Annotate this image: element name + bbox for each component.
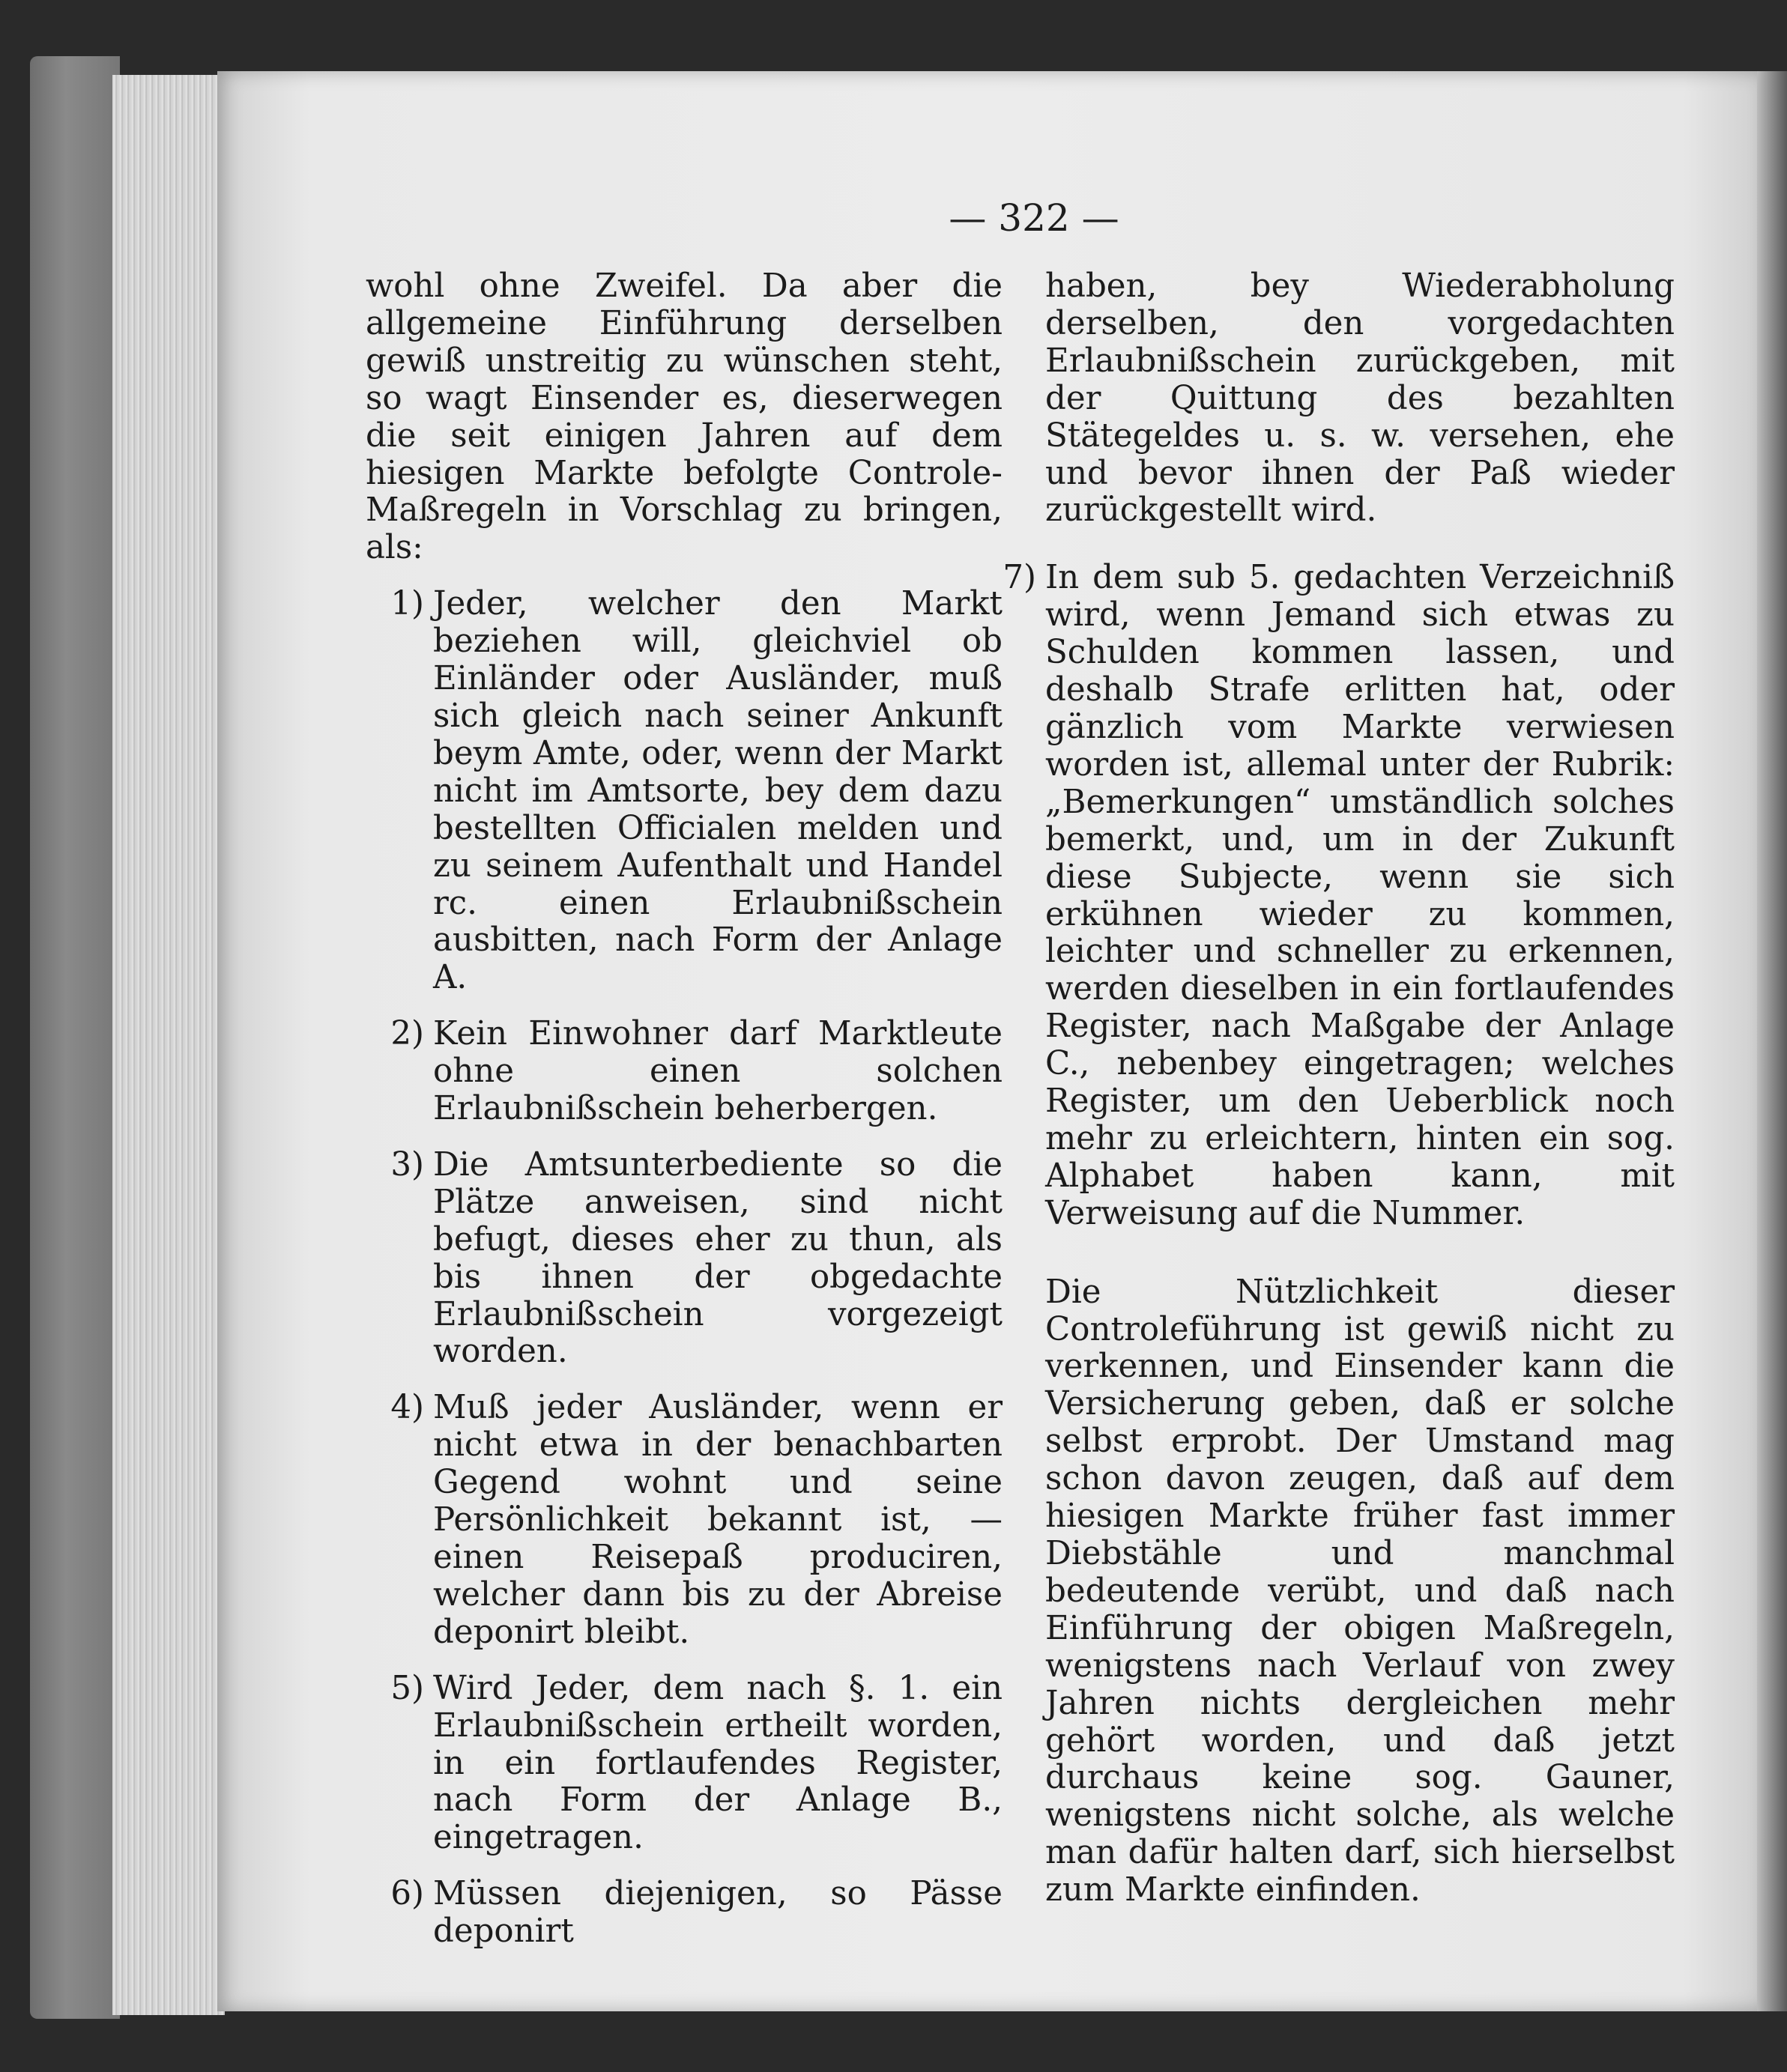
page-number-header: — 322 —	[949, 196, 1119, 240]
item-number: 2)	[390, 1015, 424, 1053]
item-text: Wird Jeder, dem nach §. 1. ein Erlaubnißschein ertheilt worden, in ein fortlaufendes Register, nach Form der Anlage B., eingetragen.	[433, 1669, 1003, 1857]
facing-page-edge	[1757, 71, 1787, 2011]
list-item	[366, 1390, 1003, 1651]
item-number: 7)	[1003, 559, 1036, 597]
continuation-paragraph: haben, bey Wiederabholung derselben, den vorgedachten Erlaubnißschein zurückgeben, mit der Quittung des bezahlten Stätegeldes u. s. w. versehen, ehe und bevor ihnen der Paß wieder zurückgestellt wird.	[1045, 267, 1675, 530]
item-text: Kein Einwohner darf Marktleute ohne einen solchen Erlaubnißschein beherbergen.	[433, 1015, 1003, 1128]
left-column	[366, 268, 1003, 1951]
book-cover	[30, 56, 120, 2019]
list-item	[366, 1016, 1003, 1128]
item-text: Die Amtsunterbediente so die Plätze anweisen, sind nicht befugt, dieses eher zu thun, als bis ihnen der obgedachte Erlaubnißschein vorgezeigt worden.	[433, 1145, 1003, 1371]
list-item	[366, 586, 1003, 997]
right-column	[1003, 267, 1675, 1909]
list-item	[366, 1670, 1003, 1858]
list-item	[1003, 559, 1675, 1232]
list-item	[366, 1876, 1003, 1951]
item-text: Jeder, welcher den Markt beziehen will, gleichviel ob Einländer oder Ausländer, muß sich gleich nach seiner Ankunft beym Amte, oder, wenn der Markt nicht im Amtsorte, bey dem dazu bestellten Officialen melden und zu seinem Aufenthalt und Handel rc. einen Erlaubnißschein ausbitten, nach Form der Anlage A.	[433, 585, 1003, 997]
item-number: 4)	[390, 1389, 424, 1427]
item-number: 3)	[390, 1145, 424, 1184]
item-number: 1)	[390, 585, 424, 623]
left-intro-paragraph: wohl ohne Zweifel. Da aber die allgemeine Einführung derselben gewiß unstreitig zu wünschen steht, so wagt Einsender es, dieserwegen die seit einigen Jahren auf dem hiesigen Markte befolgte Controle-Maßregeln in Vorschlag zu bringen, als:	[366, 267, 1003, 567]
item-text: Müssen diejenigen, so Pässe deponirt	[433, 1875, 1003, 1951]
item-text: Muß jeder Ausländer, wenn er nicht etwa in der benachbarten Gegend wohnt und seine Persönlichkeit bekannt ist, — einen Reisepaß produciren, welcher dann bis zu der Abreise deponirt bleibt.	[433, 1389, 1003, 1651]
closing-paragraph: Die Nützlichkeit dieser Controleführung ist gewiß nicht zu verkennen, und Einsender kann die Versicherung geben, daß er solche selbst erprobt. Der Umstand mag schon davon zeugen, daß auf dem hiesigen Markte früher fast immer Diebstähle und manchmal bedeutende verübt, und daß nach Einführung der obigen Maßregeln, wenigstens nach Verlauf von zwey Jahren nichts dergleichen mehr gehört worden, und daß jetzt durchaus keine sog. Gauner, wenigstens nicht solche, als welche man dafür halten darf, sich hierselbst zum Markte einfinden.	[1045, 1273, 1675, 1909]
item-number: 6)	[390, 1875, 424, 1913]
list-item	[366, 1147, 1003, 1371]
page-edges	[112, 75, 225, 2015]
item-number: 5)	[390, 1669, 424, 1707]
item-text: In dem sub 5. gedachten Verzeichniß wird, wenn Jemand sich etwas zu Schulden kommen lassen, und deshalb Strafe erlitten hat, oder gänzlich vom Markte verwiesen worden ist, allemal unter der Rubrik: „Bemerkungen“ umständlich solches bemerkt, und, um in der Zukunft diese Subjecte, wenn sie sich erkühnen wieder zu kommen, leichter und schneller zu erkennen, werden dieselben in ein fortlaufendes Register, nach Maßgabe der Anlage C., nebenbey eingetragen; welches Register, um den Ueberblick noch mehr zu erleichtern, hinten ein sog. Alphabet haben kann, mit Verweisung auf die Nummer.	[1045, 559, 1675, 1232]
